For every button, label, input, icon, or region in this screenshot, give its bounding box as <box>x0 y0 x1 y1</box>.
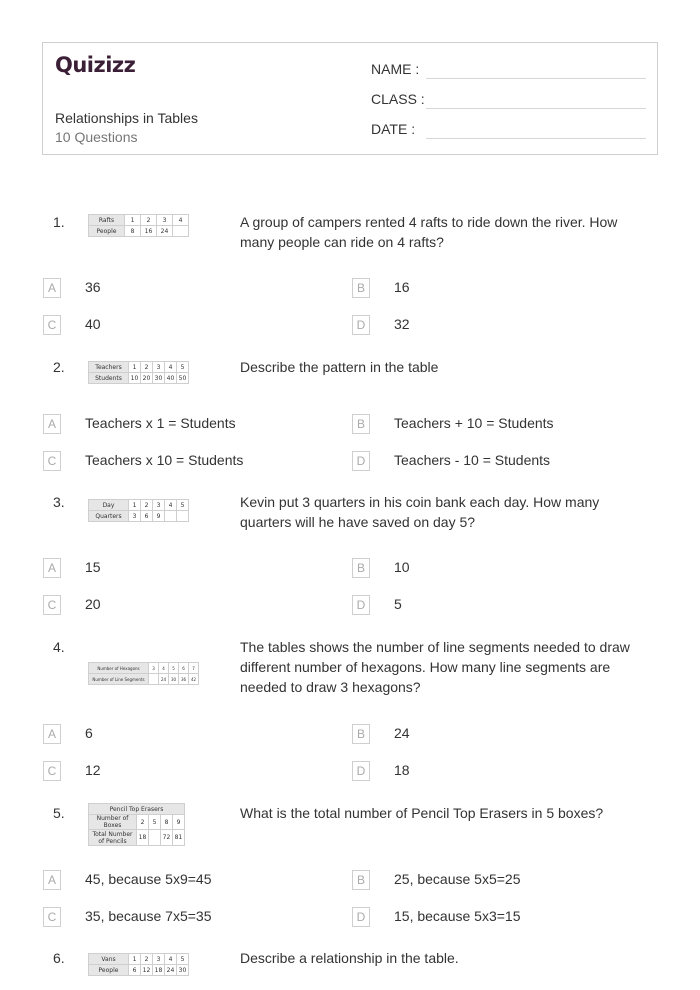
table-cell: 3 <box>129 511 141 522</box>
option-d-letter[interactable]: D <box>352 907 370 927</box>
table-cell: 18 <box>137 830 149 846</box>
question-text: Describe a relationship in the table. <box>240 950 459 966</box>
table-cell: 5 <box>177 954 189 965</box>
option-c-text[interactable]: 35, because 7x5=35 <box>85 908 212 924</box>
question-text: A group of campers rented 4 rafts to ride down the river. How many people can ride on 4 rafts? <box>240 214 618 250</box>
table-cell <box>177 511 189 522</box>
table-cell: 42 <box>189 674 199 685</box>
option-a-text[interactable]: Teachers x 1 = Students <box>85 415 236 431</box>
table-cell: 4 <box>173 215 189 226</box>
option-d-text[interactable]: 15, because 5x3=15 <box>394 908 521 924</box>
table-cell <box>165 511 177 522</box>
question-text: What is the total number of Pencil Top Erasers in 5 boxes? <box>240 805 604 821</box>
name-line <box>426 78 646 79</box>
table-row <box>89 373 189 384</box>
option-b-text[interactable]: 10 <box>394 559 410 575</box>
option-b-text[interactable]: 25, because 5x5=25 <box>394 871 521 887</box>
table-cell: 2 <box>137 815 149 830</box>
table-cell: 72 <box>161 830 173 846</box>
table-row-header: Total Number of Pencils <box>89 830 137 846</box>
table-row-header: Vans <box>89 954 129 965</box>
option-b-text[interactable]: 16 <box>394 279 410 295</box>
data-table-image <box>88 214 189 237</box>
table-cell: 12 <box>141 965 153 976</box>
option-a-text[interactable]: 15 <box>85 559 101 575</box>
name-label: NAME : <box>371 61 420 77</box>
question-number: 4. <box>53 639 65 655</box>
option-b-letter[interactable]: B <box>352 724 370 744</box>
option-c-letter[interactable]: C <box>43 761 61 781</box>
option-c-text[interactable]: Teachers x 10 = Students <box>85 452 244 468</box>
option-b-letter[interactable]: B <box>352 558 370 578</box>
option-b-text[interactable]: Teachers + 10 = Students <box>394 415 554 431</box>
table-row-header: Students <box>89 373 129 384</box>
option-a-letter[interactable]: A <box>43 870 61 890</box>
table-cell: 2 <box>141 954 153 965</box>
option-c-letter[interactable]: C <box>43 451 61 471</box>
option-a-letter[interactable]: A <box>43 414 61 434</box>
table-row <box>89 663 199 674</box>
option-c-text[interactable]: 20 <box>85 596 101 612</box>
option-b-text[interactable]: 24 <box>394 725 410 741</box>
table-title: Pencil Top Erasers <box>89 804 185 815</box>
table-cell: 7 <box>189 663 199 674</box>
table-cell: 30 <box>169 674 179 685</box>
table-row-header: Day <box>89 500 129 511</box>
class-line <box>426 108 646 109</box>
table-cell: 6 <box>129 965 141 976</box>
date-line <box>426 138 646 139</box>
table-cell: 30 <box>177 965 189 976</box>
table-row <box>89 954 189 965</box>
table-cell: 2 <box>141 500 153 511</box>
table-cell: 5 <box>177 362 189 373</box>
table-cell: 4 <box>165 500 177 511</box>
option-c-text[interactable]: 40 <box>85 316 101 332</box>
question-text: The tables shows the number of line segments needed to draw different number of hexagons. How many line segments are needed to draw 3 hexagons? <box>240 639 630 695</box>
table-cell <box>149 830 161 846</box>
worksheet-title: Relationships in Tables <box>55 110 198 126</box>
option-d-text[interactable]: 18 <box>394 762 410 778</box>
table-row <box>89 362 189 373</box>
date-label: DATE : <box>371 121 416 137</box>
table-cell <box>149 674 159 685</box>
option-b-letter[interactable]: B <box>352 278 370 298</box>
table-cell: 2 <box>141 362 153 373</box>
table-cell: 3 <box>153 954 165 965</box>
option-d-text[interactable]: 5 <box>394 596 402 612</box>
quizizz-logo: Quizizz <box>55 53 136 77</box>
option-a-letter[interactable]: A <box>43 724 61 744</box>
table-cell: 3 <box>153 500 165 511</box>
question-number: 6. <box>53 950 65 966</box>
table-row <box>89 830 185 846</box>
table-cell: 40 <box>165 373 177 384</box>
table-cell: 24 <box>159 674 169 685</box>
data-table-image <box>88 953 189 976</box>
question-text: Kevin put 3 quarters in his coin bank each day. How many quarters will he have saved on day 5? <box>240 494 600 530</box>
table-row <box>89 226 189 237</box>
table-cell: 81 <box>173 830 185 846</box>
option-b-letter[interactable]: B <box>352 870 370 890</box>
table-cell: 6 <box>141 511 153 522</box>
data-table-image <box>88 361 189 384</box>
question-count: 10 Questions <box>55 129 138 145</box>
table-cell: 4 <box>165 362 177 373</box>
option-a-text[interactable]: 6 <box>85 725 93 741</box>
option-a-text[interactable]: 45, because 5x9=45 <box>85 871 212 887</box>
table-row-header: Number of Boxes <box>89 815 137 830</box>
table-cell: 5 <box>149 815 161 830</box>
table-cell: 9 <box>173 815 185 830</box>
table-row-header: Quarters <box>89 511 129 522</box>
table-row <box>89 511 189 522</box>
table-row <box>89 215 189 226</box>
table-cell: 24 <box>165 965 177 976</box>
option-a-text[interactable]: 36 <box>85 279 101 295</box>
option-d-text[interactable]: Teachers - 10 = Students <box>394 452 551 468</box>
question-number: 2. <box>53 359 65 375</box>
table-cell: 2 <box>141 215 157 226</box>
table-cell: 10 <box>129 373 141 384</box>
table-cell: 5 <box>177 500 189 511</box>
table-cell: 16 <box>141 226 157 237</box>
table-cell: 8 <box>161 815 173 830</box>
data-table-image <box>88 499 189 522</box>
table-cell: 1 <box>125 215 141 226</box>
table-cell: 20 <box>141 373 153 384</box>
table-cell: 36 <box>179 674 189 685</box>
table-cell: 30 <box>153 373 165 384</box>
table-cell: 9 <box>153 511 165 522</box>
option-b-letter[interactable]: B <box>352 414 370 434</box>
option-d-letter[interactable]: D <box>352 595 370 615</box>
table-cell: 1 <box>129 500 141 511</box>
table-cell: 18 <box>153 965 165 976</box>
table-row <box>89 965 189 976</box>
worksheet-header <box>42 42 658 155</box>
table-cell: 4 <box>165 954 177 965</box>
question-text: Describe the pattern in the table <box>240 359 439 375</box>
table-cell: 50 <box>177 373 189 384</box>
option-d-letter[interactable]: D <box>352 761 370 781</box>
table-cell: 4 <box>159 663 169 674</box>
table-row <box>89 500 189 511</box>
class-label: CLASS : <box>371 91 425 107</box>
option-d-letter[interactable]: D <box>352 315 370 335</box>
question-number: 3. <box>53 494 65 510</box>
table-row <box>89 815 185 830</box>
option-a-letter[interactable]: A <box>43 278 61 298</box>
table-cell: 8 <box>125 226 141 237</box>
table-row-header: Rafts <box>89 215 125 226</box>
table-row <box>89 674 199 685</box>
option-c-letter[interactable]: C <box>43 315 61 335</box>
table-cell: 6 <box>179 663 189 674</box>
question-number: 1. <box>53 214 65 230</box>
option-c-text[interactable]: 12 <box>85 762 101 778</box>
data-table-image <box>88 803 185 846</box>
table-cell: 3 <box>149 663 159 674</box>
table-cell: 3 <box>153 362 165 373</box>
question-number: 5. <box>53 805 65 821</box>
table-cell: 24 <box>157 226 173 237</box>
table-row-header: Number of Hexagons <box>89 663 149 674</box>
table-cell: 3 <box>157 215 173 226</box>
option-c-letter[interactable]: C <box>43 595 61 615</box>
table-row-header: Number of Line Segments <box>89 674 149 685</box>
table-row-header: Teachers <box>89 362 129 373</box>
table-row-header: People <box>89 965 129 976</box>
data-table-image <box>88 662 199 685</box>
table-cell: 1 <box>129 362 141 373</box>
option-c-letter[interactable]: C <box>43 907 61 927</box>
table-row-header: People <box>89 226 125 237</box>
option-d-text[interactable]: 32 <box>394 316 410 332</box>
option-d-letter[interactable]: D <box>352 451 370 471</box>
option-a-letter[interactable]: A <box>43 558 61 578</box>
table-cell <box>173 226 189 237</box>
table-cell: 1 <box>129 954 141 965</box>
table-cell: 5 <box>169 663 179 674</box>
